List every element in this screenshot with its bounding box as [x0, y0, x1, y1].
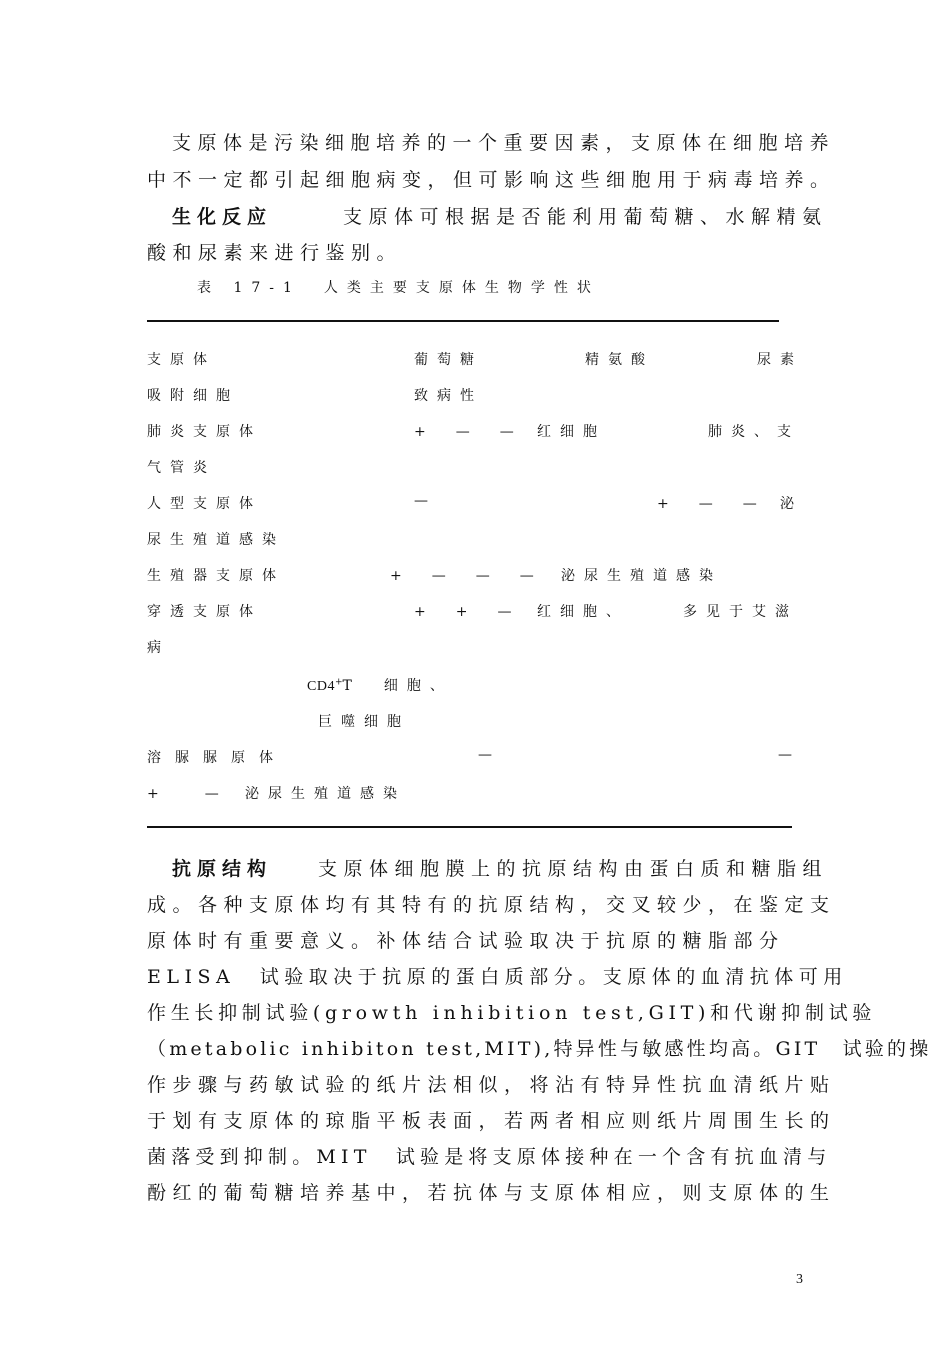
antigen-line6: （metabolic inhibiton test,MIT),特异性与敏感性均高。GIT 试验的操: [147, 1038, 932, 1060]
biochem-heading: 生化反应: [172, 206, 273, 228]
antigen-line7: 作步骤与药敏试验的纸片法相似，将沾有特异性抗血清纸片贴: [147, 1074, 836, 1096]
row-uu-mark1: —: [478, 747, 501, 763]
row-mge-marks: + — — —: [390, 568, 542, 584]
row-mpn-name: 肺炎支原体: [147, 424, 262, 440]
row-mpn-cell: 红细胞: [537, 424, 606, 440]
row-mho-disease-a: 泌: [780, 496, 803, 512]
row-mpe-cd4: [307, 675, 453, 695]
cd4-prefix: CD4: [307, 679, 335, 694]
row-uu-name: 溶脲脲原体: [147, 750, 287, 766]
biochem-line2: 酸和尿素来进行鉴别。: [147, 242, 403, 264]
header-name: 支原体: [147, 352, 216, 368]
row-mpe-marks: + + —: [414, 604, 520, 620]
row-mpe-disease-b: 病: [147, 640, 170, 656]
header-urea: 尿素: [757, 352, 803, 368]
table-caption: 表 17-1 人类主要支原体生物学性状: [197, 280, 600, 296]
cd4-suffix: T 细胞、: [342, 678, 453, 694]
row-mge-disease: 泌尿生殖道感染: [561, 568, 722, 584]
antigen-line8: 于划有支原体的琼脂平板表面，若两者相应则纸片周围生长的: [147, 1110, 836, 1132]
row-mpn-disease-b: 气管炎: [147, 460, 216, 476]
antigen-line4: ELISA 试验取决于抗原的蛋白质部分。支原体的血清抗体可用: [147, 966, 848, 988]
biochem-line1: 支原体可根据是否能利用葡萄糖、水解精氨: [343, 206, 828, 228]
row-mho-name: 人型支原体: [147, 496, 262, 512]
para1-line1: 支原体是污染细胞培养的一个重要因素，支原体在细胞培养: [172, 132, 836, 154]
antigen-line2: 成。各种支原体均有其特有的抗原结构，交叉较少，在鉴定支: [147, 894, 836, 916]
row-mpe-cell: 红细胞、: [537, 604, 629, 620]
cd4-sup: +: [334, 677, 343, 688]
para1-line2: 中不一定都引起细胞病变，但可影响这些细胞用于病毒培养。: [147, 169, 836, 191]
row-mpn-marks: + — —: [414, 424, 522, 440]
row-adsorb-label: 吸附细胞: [147, 388, 239, 404]
antigen-heading: 抗原结构: [172, 858, 273, 880]
antigen-line5: 作生长抑制试验(growth inhibition test,GIT)和代谢抑制试验: [147, 1002, 877, 1024]
row-mho-disease-b: 尿生殖道感染: [147, 532, 285, 548]
row-uu-marks: + —: [147, 786, 235, 802]
table-bottom-rule: [147, 826, 792, 828]
header-glucose: 葡萄糖: [414, 352, 483, 368]
antigen-line10: 酚红的葡萄糖培养基中，若抗体与支原体相应，则支原体的生: [147, 1182, 836, 1204]
row-mho-mark1: —: [414, 493, 437, 509]
antigen-line3: 原体时有重要意义。补体结合试验取决于抗原的糖脂部分: [147, 930, 785, 952]
row-mpe-disease-a: 多见于艾滋: [683, 604, 798, 620]
row-mpe-name: 穿透支原体: [147, 604, 262, 620]
page-number: 3: [796, 1272, 803, 1287]
table-top-rule: [147, 320, 779, 322]
row-uu-disease: 泌尿生殖道感染: [245, 786, 406, 802]
row-uu-mark2: —: [778, 747, 801, 763]
antigen-line9: 菌落受到抑制。MIT 试验是将支原体接种在一个含有抗血清与: [147, 1146, 832, 1168]
antigen-line1: 支原体细胞膜上的抗原结构由蛋白质和糖脂组: [318, 858, 829, 880]
row-adsorb-value: 致病性: [414, 388, 483, 404]
row-mho-mark2: + — —: [657, 496, 765, 512]
row-mpe-macrophage: 巨噬细胞: [318, 714, 410, 730]
row-mpn-disease-a: 肺炎、支: [708, 424, 800, 440]
row-mge-name: 生殖器支原体: [147, 568, 285, 584]
header-arginine: 精氨酸: [585, 352, 654, 368]
